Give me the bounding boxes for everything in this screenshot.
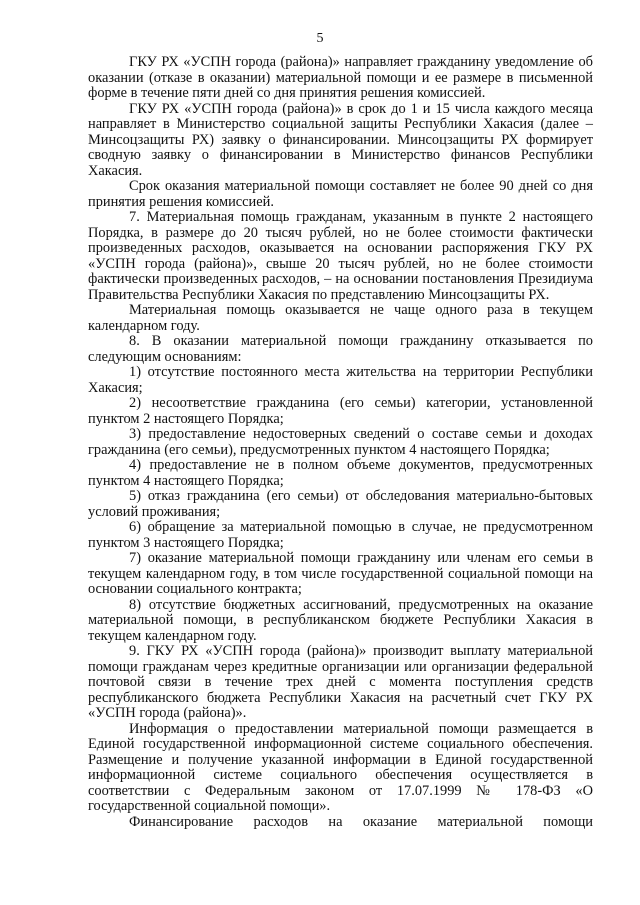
list-item-8-3: 3) предоставление недостоверных сведений о составе семьи и доходах гражданина (его семьи), предусмотренных пунктом 4 настоящего Порядка; [88,426,593,458]
paragraph-term: Срок оказания материальной помощи составляет не более 90 дней со дня принятия решения комиссией. [88,178,593,210]
list-item-8-7: 7) оказание материальной помощи гражданину или членам его семьи в текущем календарном году, в том числе государственной социальной помощи на основании социального контракта; [88,550,593,597]
list-item-8-6: 6) обращение за материальной помощью в случае, не предусмотренном пунктом 3 настоящего Порядка; [88,519,593,551]
list-item-8-4: 4) предоставление не в полном объеме документов, предусмотренных пунктом 4 настоящего Порядка; [88,457,593,489]
paragraph-item-8: 8. В оказании материальной помощи гражданину отказывается по следующим основаниям: [88,333,593,365]
page-number: 5 [316,31,324,46]
paragraph-financing: Финансирование расходов на оказание материальной помощи [129,813,593,830]
list-item-8-8: 8) отсутствие бюджетных ассигнований, предусмотренных на оказание материальной помощи, в республиканском бюджете Республики Хакасия в текущем календарном году. [88,596,593,644]
list-item-8-5: 5) отказ гражданина (его семьи) от обследования материально-бытовых условий проживания; [88,488,593,520]
document-body [88,55,593,830]
paragraph-notification: ГКУ РХ «УСПН города (района)» направляет гражданину уведомление об оказании (отказе в оказании) материальной помощи и ее размере в письменной форме в течение пяти дней со дня принятия решения комиссией. [88,54,593,101]
paragraph-information: Информация о предоставлении материальной помощи размещается в Единой государственной информационной системе социального обеспечения. Размещение и получение указанной информации в Единой государственной информационной системе социального обеспечения осуществляется в соответствии с Федеральным законом от 17.07.1999 № 178-ФЗ «О государственной социальной помощи». [88,720,593,814]
paragraph-funding-request: ГКУ РХ «УСПН города (района)» в срок до 1 и 15 числа каждого месяца направляет в Министерство социальной защиты Республики Хакасия (далее – Минсоцзащиты РХ) заявку о финансировании. Минсоцзащиты РХ формирует сводную заявку о финансировании в Министерство финансов Республики Хакасия. [88,100,593,179]
list-item-8-1: 1) отсутствие постоянного места жительства на территории Республики Хакасия; [88,364,593,396]
list-item-8-2: 2) несоответствие гражданина (его семьи) категории, установленной пунктом 2 настоящего Порядка; [88,395,593,427]
paragraph-item-7: 7. Материальная помощь гражданам, указанным в пункте 2 настоящего Порядка, в размере до 20 тысяч рублей, но не более стоимости фактически произведенных расходов, оказывается на основании распоряжения ГКУ РХ «УСПН города (района)», свыше 20 тысяч рублей, но не более стоимости фактически произведенных расходов, – на основании постановления Президиума Правительства Республики Хакасия по представлению Минсоцзащиты РХ. [88,209,593,303]
paragraph-item-9: 9. ГКУ РХ «УСПН города (района)» производит выплату материальной помощи гражданам через кредитные организации или организации федеральной почтовой связи в течение трех дней с момента поступления средств республиканского бюджета Республики Хакасия на расчетный счет ГКУ РХ «УСПН города (района)». [88,643,593,721]
paragraph-frequency: Материальная помощь оказывается не чаще одного раза в текущем календарном году. [88,302,593,334]
